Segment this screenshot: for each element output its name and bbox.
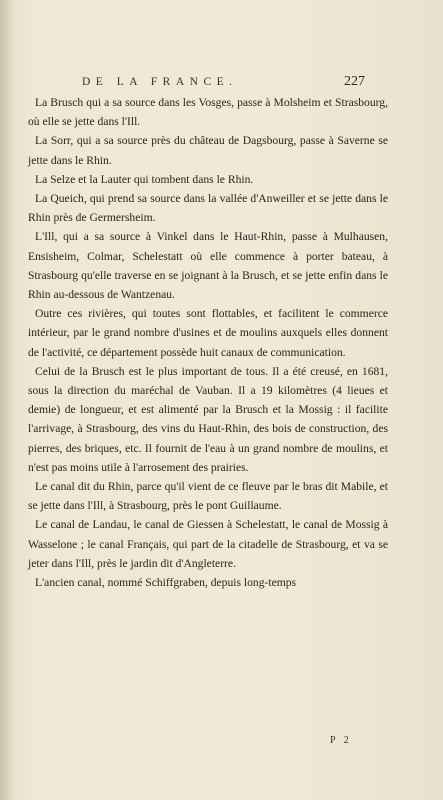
page-body <box>28 93 388 592</box>
paragraph-brusch: La Brusch qui a sa source dans les Vosges, passe à Molsheim et Strasbourg, où elle se jette dans l'Ill. <box>28 96 388 129</box>
paragraph-sorr: La Sorr, qui a sa source près du château de Dagsbourg, passe à Saverne se jette dans le Rhin. <box>28 134 388 167</box>
page-gutter-shadow <box>0 0 14 800</box>
paragraph-queich: La Queich, qui prend sa source dans la vallée d'Anweiller et se jette dans le Rhin près de Germersheim. <box>28 192 388 225</box>
running-title: DE LA FRANCE. <box>82 76 238 88</box>
paragraph-canal-rhin: Le canal dit du Rhin, parce qu'il vient de ce fleuve par le bras dit Mabile, et se jette dans l'Ill, à Strasbourg, près le pont Guillaume. <box>28 480 388 513</box>
signature-mark: P 2 <box>330 735 352 746</box>
paragraph-autres-canaux: Le canal de Landau, le canal de Giessen à Schelestatt, le canal de Mossig à Wasselone ; le canal Français, qui part de la citadelle de Strasbourg, et va se jeter dans l'Ill, près le jardin dit d'Angleterre. <box>28 518 388 570</box>
paragraph-ancien-canal: L'ancien canal, nommé Schiffgraben, depuis long-temps <box>35 576 297 590</box>
paragraph-ill: L'Ill, qui a sa source à Vinkel dans le Haut-Rhin, passe à Mulhausen, Ensisheim, Colmar, Schelestatt où elle commence à porter bateau, à Strasbourg qu'elle traverse en se joignant à la Brusch, et se jette enfin dans le Rhin au-dessous de Wantzenau. <box>28 230 388 302</box>
page-number: 227 <box>344 74 365 89</box>
page-header <box>82 74 365 90</box>
paragraph-selze-lauter: La Selze et la Lauter qui tombent dans le Rhin. <box>35 172 254 186</box>
paragraph-rivieres: Outre ces rivières, qui toutes sont flottables, et facilitent le commerce intérieur, par le grand nombre d'usines et de moulins auxquels elles donnent de l'activité, ce département possède huit canaux de communication. <box>28 307 388 359</box>
paragraph-canal-brusch: Celui de la Brusch est le plus important de tous. Il a été creusé, en 1681, sous la direction du maréchal de Vauban. Il a 19 kilomètres (4 lieues et demie) de longueur, et est alimenté par la Brusch et la Mossig : il facilite l'arrivage, à Strasbourg, des vins du Haut-Rhin, des bois de construction, des pierres, des briques, etc. Il fournit de l'eau à un grand nombre de moulins, et n'est pas moins utile à l'arrosement des prairies. <box>28 364 388 474</box>
